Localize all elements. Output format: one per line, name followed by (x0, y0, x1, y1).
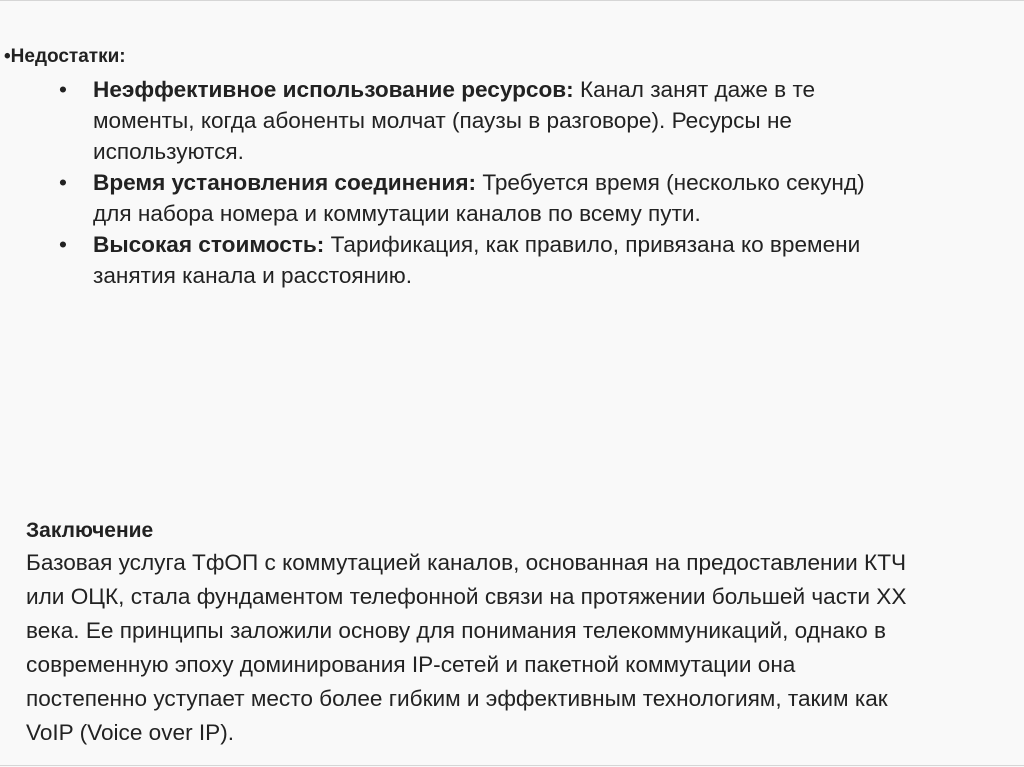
disadvantages-list (0, 74, 1010, 291)
list-item-line (93, 229, 1010, 260)
list-item-setup-time (0, 167, 1010, 229)
conclusion-title: Заключение (26, 519, 154, 542)
disadvantages-heading: •Недостатки: (4, 46, 126, 67)
list-item-term: Неэффективное использование ресурсов: (93, 77, 574, 102)
list-item-term: Время установления соединения: (93, 170, 477, 195)
list-item-text: Канал занят даже в те (573, 77, 816, 102)
conclusion-block (26, 516, 1024, 750)
list-item-term: Высокая стоимость: (93, 232, 325, 257)
list-item-line (93, 74, 1010, 105)
conclusion-line: постепенно уступает место более гибким и эффективным технологиям, таким как (26, 686, 888, 711)
conclusion-line: VoIP (Voice over IP). (26, 720, 235, 745)
bullet-marker: • (59, 77, 67, 102)
conclusion-line: или ОЦК, стала фундаментом телефонной связи на протяжении большей части XX (26, 584, 907, 609)
list-item-line: моменты, когда абоненты молчат (паузы в разговоре). Ресурсы не (93, 108, 792, 133)
list-item-text: Тарификация, как правило, привязана ко времени (324, 232, 861, 257)
list-item-high-cost (0, 229, 1010, 291)
bullet-marker: • (59, 232, 67, 257)
list-item-line: для набора номера и коммутации каналов по всему пути. (93, 201, 701, 226)
list-item-line: используются. (93, 139, 244, 164)
top-divider (0, 0, 1024, 1)
bullet-marker: • (59, 170, 67, 195)
list-item-resources (0, 74, 1010, 167)
list-item-line: занятия канала и расстоянию. (93, 263, 412, 288)
conclusion-line: века. Ее принципы заложили основу для понимания телекоммуникаций, однако в (26, 618, 886, 643)
conclusion-line: Базовая услуга ТфОП с коммутацией каналов, основанная на предоставлении КТЧ (26, 550, 907, 575)
bottom-divider (0, 765, 1024, 766)
conclusion-line: современную эпоху доминирования IP-сетей и пакетной коммутации она (26, 652, 796, 677)
list-item-line (93, 167, 1010, 198)
list-item-text: Требуется время (несколько секунд) (476, 170, 865, 195)
